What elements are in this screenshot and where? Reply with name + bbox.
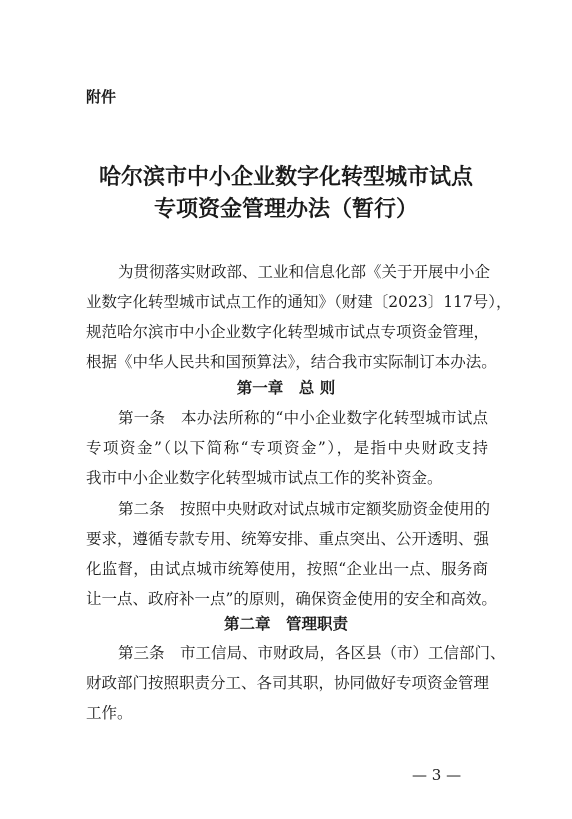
attachment-label: 附件 [86, 88, 117, 106]
article-3-line: 财政部门按照职责分工、各司其职，协同做好专项资金管理 [86, 674, 490, 692]
article-1-line: 专项资金”（以下简称“专项资金”），是指中央财政支持 [86, 439, 488, 457]
preamble-line: 为贯彻落实财政部、工业和信息化部《关于开展中小企 [118, 263, 491, 281]
article-2-line: 让一点、政府补一点”的原则，确保资金使用的安全和高效。 [86, 590, 497, 608]
article-3-line: 工作。 [86, 704, 133, 722]
document-title-line-2: 专项资金管理办法（暂行） [153, 197, 418, 222]
preamble-line: 业数字化转型城市试点工作的通知》（财建〔2023〕117号）， [86, 293, 512, 311]
article-2-line: 化监督，由试点城市统筹使用，按照“企业出一点、服务商 [86, 560, 488, 578]
preamble-line: 规范哈尔滨市中小企业数字化转型城市试点专项资金管理， [86, 323, 490, 341]
article-1-line: 我市中小企业数字化转型城市试点工作的奖补资金。 [86, 469, 443, 487]
page-number: — 3 — [412, 766, 462, 784]
article-2-line: 要求，遵循专款专用、统筹安排、重点突出、公开透明、强 [86, 530, 490, 548]
chapter-1-heading: 第一章 总 则 [236, 379, 336, 397]
document-title-line-1: 哈尔滨市中小企业数字化转型城市试点 [98, 165, 473, 190]
article-1-line: 第一条 本办法所称的“中小企业数字化转型城市试点 [118, 409, 488, 427]
preamble-line: 根据《中华人民共和国预算法》，结合我市实际制订本办法。 [86, 353, 497, 371]
chapter-2-heading: 第二章 管理职责 [223, 615, 348, 633]
article-3-line: 第三条 市工信局、市财政局，各区县（市）工信部门、 [118, 644, 506, 662]
article-2-line: 第二条 按照中央财政对试点城市定额奖励资金使用的 [118, 500, 491, 518]
